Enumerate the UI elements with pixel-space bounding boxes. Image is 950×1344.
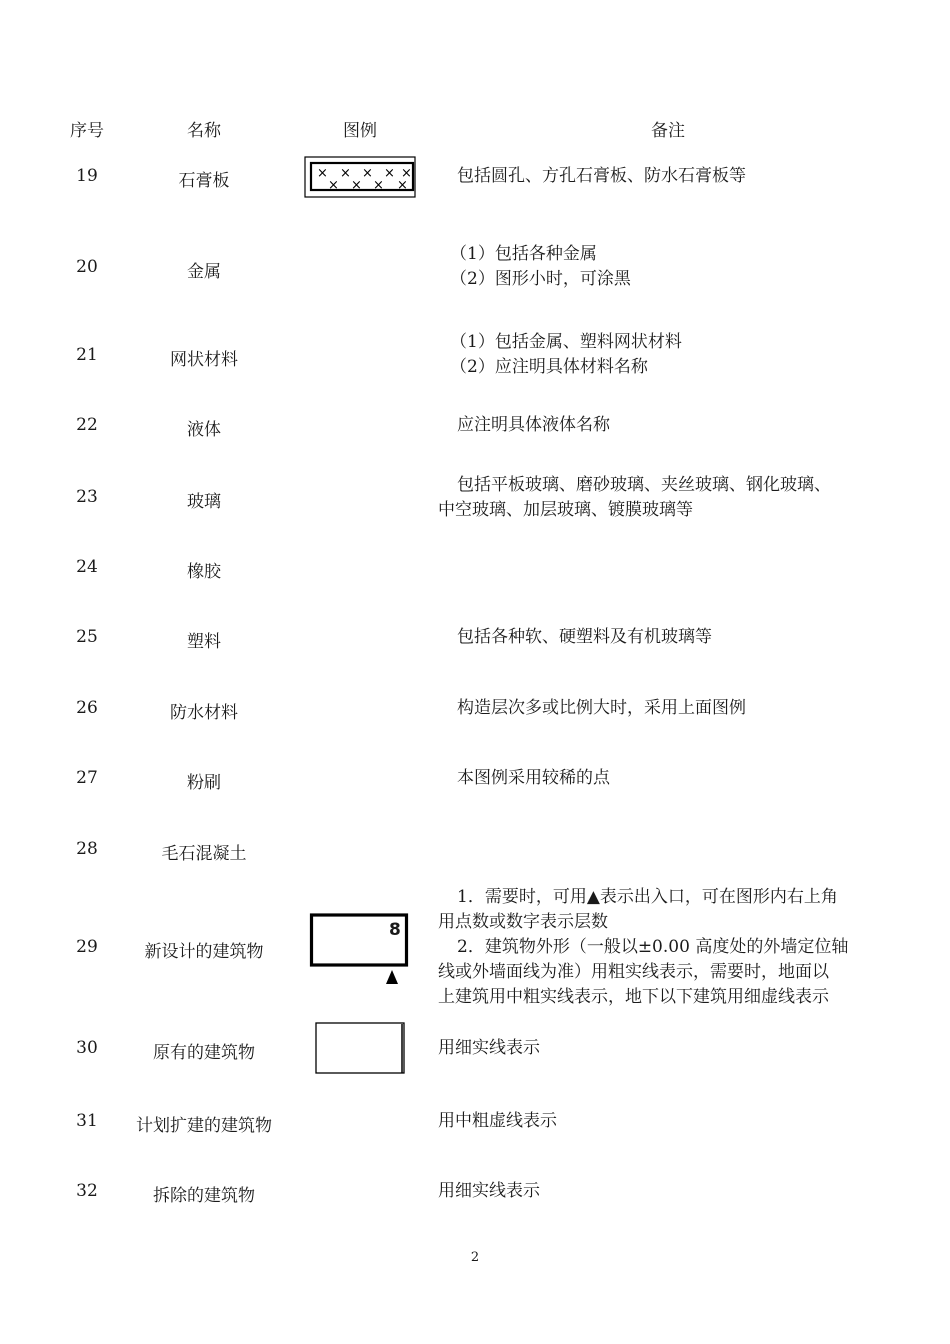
note-line: （2）应注明具体材料名称 [450, 357, 648, 377]
gypsum-board-legend-icon [304, 156, 416, 198]
row-note [438, 1109, 890, 1134]
row-note [438, 696, 890, 721]
row-num: 22 [76, 415, 98, 435]
note-line: 包括平板玻璃、磨砂玻璃、夹丝玻璃、钢化玻璃、 [457, 475, 831, 495]
note-line: 应注明具体液体名称 [457, 415, 610, 435]
row-note [438, 473, 890, 523]
svg-text:×: × [351, 178, 362, 193]
svg-text:×: × [401, 166, 412, 181]
row-num: 30 [76, 1038, 98, 1058]
note-line: （1）包括各种金属 [450, 244, 597, 264]
row-note [438, 242, 890, 292]
row-num: 20 [76, 257, 98, 277]
row-num: 26 [76, 698, 98, 718]
row-name: 原有的建筑物 [153, 1043, 255, 1063]
row-num: 28 [76, 839, 98, 859]
svg-text:×: × [373, 178, 384, 193]
note-line: 中空玻璃、加层玻璃、镀膜玻璃等 [438, 500, 693, 520]
row-note [438, 330, 890, 380]
page-number: 2 [470, 1250, 480, 1265]
note-line: 构造层次多或比例大时，采用上面图例 [457, 698, 746, 718]
svg-text:×: × [384, 166, 395, 181]
note-line: 2．建筑物外形（一般以±0.00 高度处的外墙定位轴 [457, 937, 849, 957]
svg-text:×: × [397, 178, 408, 193]
row-num: 21 [76, 345, 98, 365]
svg-text:×: × [328, 178, 339, 193]
row-name: 玻璃 [187, 492, 221, 512]
row-name: 新设计的建筑物 [144, 942, 264, 962]
note-line: 1．需要时，可用▲表示出入口，可在图形内右上角 [457, 887, 838, 907]
row-note [438, 164, 890, 189]
row-name: 防水材料 [170, 703, 238, 723]
header-name: 名称 [187, 121, 221, 141]
row-num: 23 [76, 487, 98, 507]
row-name: 计划扩建的建筑物 [136, 1116, 272, 1136]
note-line: 用点数或数字表示层数 [438, 912, 608, 932]
existing-building-legend-icon [314, 1021, 406, 1075]
note-line: 上建筑用中粗实线表示，地下以下建筑用细虚线表示 [438, 987, 829, 1007]
row-name: 石膏板 [178, 171, 230, 191]
row-name: 塑料 [187, 632, 221, 652]
note-line: 本图例采用较稀的点 [457, 768, 610, 788]
row-name: 金属 [187, 262, 221, 282]
note-line: 包括各种软、硬塑料及有机玻璃等 [457, 627, 712, 647]
row-name: 毛石混凝土 [161, 844, 247, 864]
note-line: 线或外墙面线为准）用粗实线表示，需要时，地面以 [438, 962, 829, 982]
row-note [438, 766, 890, 791]
header-num: 序号 [70, 121, 104, 141]
note-line: 用细实线表示 [438, 1181, 540, 1201]
floor-count-mark: 8 [389, 920, 401, 940]
row-name: 橡胶 [187, 562, 221, 582]
row-note [438, 1036, 890, 1061]
row-num: 29 [76, 937, 98, 957]
note-line: 用细实线表示 [438, 1038, 540, 1058]
row-note [438, 625, 890, 650]
note-line: （2）图形小时，可涂黑 [450, 269, 631, 289]
row-num: 25 [76, 627, 98, 647]
row-num: 19 [76, 166, 98, 186]
row-num: 24 [76, 557, 98, 577]
header-note: 备注 [651, 121, 685, 141]
row-name: 网状材料 [170, 350, 238, 370]
row-note [438, 413, 890, 438]
row-name: 粉刷 [187, 773, 221, 793]
row-name: 拆除的建筑物 [153, 1186, 255, 1206]
row-name: 液体 [187, 420, 221, 440]
row-num: 27 [76, 768, 98, 788]
note-line: 用中粗虚线表示 [438, 1111, 557, 1131]
svg-text:×: × [362, 166, 373, 181]
row-note [438, 885, 890, 1010]
header-legend: 图例 [343, 121, 377, 141]
svg-text:×: × [340, 166, 351, 181]
row-num: 32 [76, 1181, 98, 1201]
note-line: （1）包括金属、塑料网状材料 [450, 332, 682, 352]
row-note [438, 1179, 890, 1204]
svg-text:×: × [317, 166, 328, 181]
row-num: 31 [76, 1111, 98, 1131]
note-line: 包括圆孔、方孔石膏板、防水石膏板等 [457, 166, 746, 186]
